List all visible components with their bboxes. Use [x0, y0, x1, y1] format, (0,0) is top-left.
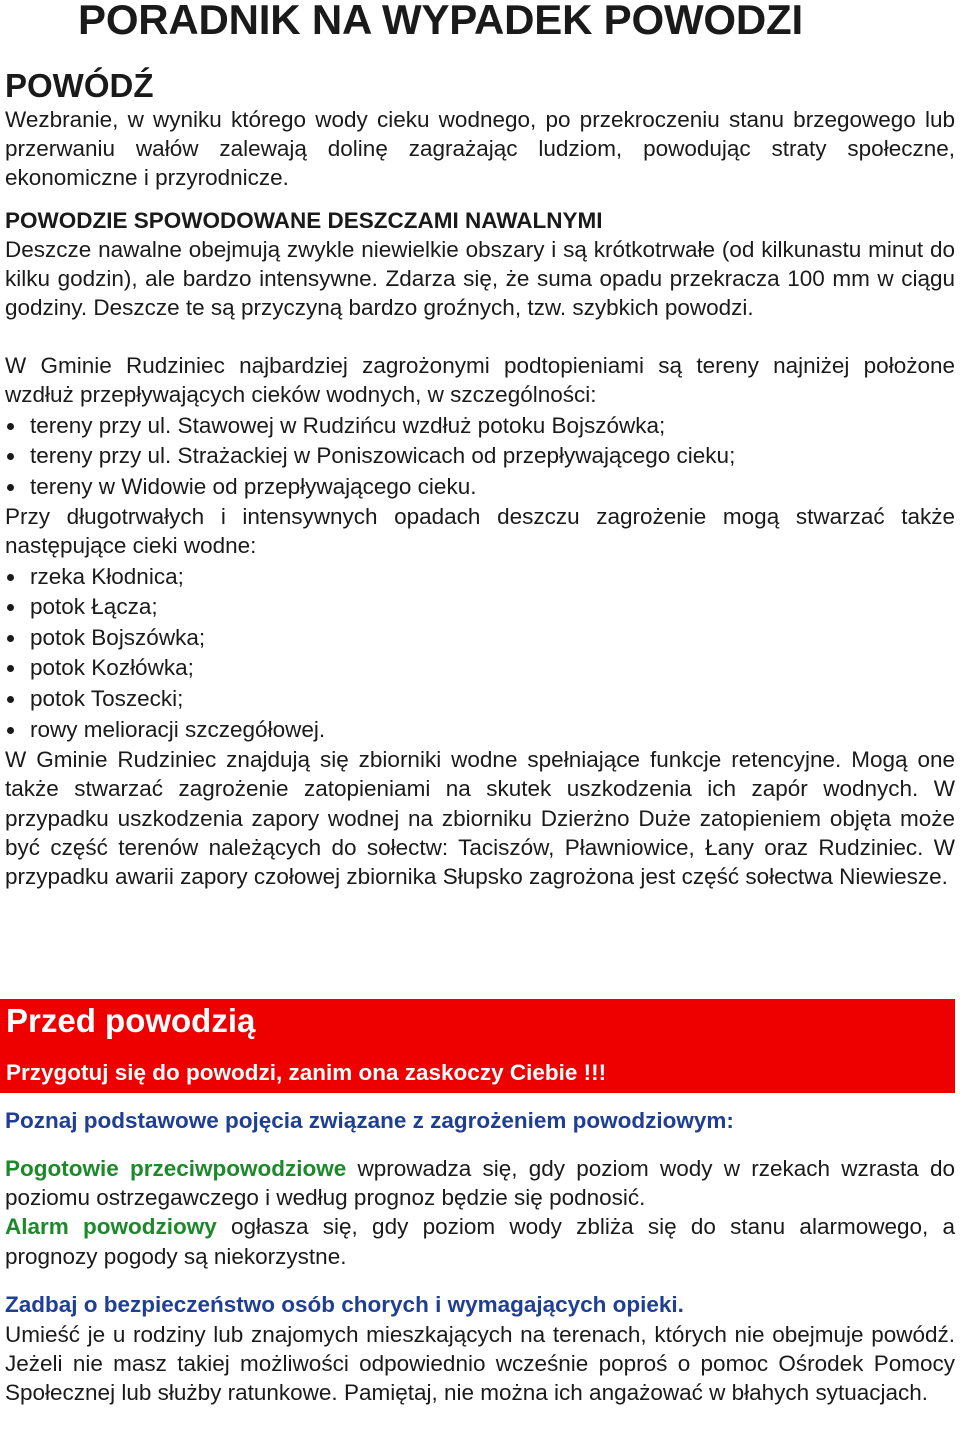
term-flood-alarm-label: Alarm powodziowy — [5, 1214, 217, 1240]
document-title: PORADNIK NA WYPADEK POWODZI — [78, 0, 803, 43]
list-item: rowy melioracji szczegółowej. — [5, 715, 955, 746]
list-item: potok Toszecki; — [5, 684, 955, 715]
threatened-areas-list — [5, 411, 955, 503]
concepts-heading: Poznaj podstawowe pojęcia związane z zagrożeniem powodziowym: — [5, 1108, 734, 1133]
list-item: potok Kozłówka; — [5, 653, 955, 684]
document-page — [5, 0, 955, 891]
rivers-list — [5, 562, 955, 746]
term-flood-alarm — [5, 1212, 955, 1270]
rivers-intro: Przy długotrwałych i intensywnych opadach deszczu zagrożenie mogą stwarzać także następujące cieki wodne: — [5, 504, 955, 559]
list-item: potok Łącza; — [5, 592, 955, 623]
term-flood-readiness-label: Pogotowie przeciwpowodziowe — [5, 1156, 347, 1181]
term-flood-alarm-text: ogłasza się, gdy poziom wody zbliża się do stanu alarmowego, a prognozy pogody są niekorzystne. — [5, 1214, 955, 1269]
torrential-rain-text: Deszcze nawalne obejmują zwykle niewielkie obszary i są krótkotrwałe (od kilkunastu minut do kilku godzin), ale bardzo intensywne. Zdarza się, że suma opadu przekracza 100 mm w ciągu godziny. Deszcze te są przyczyną bardzo groźnych, tzw. szybkich powodzi. — [5, 236, 955, 321]
list-item: potok Bojszówka; — [5, 623, 955, 654]
list-item: tereny w Widowie od przepływającego cieku. — [5, 472, 955, 503]
list-item: rzeka Kłodnica; — [5, 562, 955, 593]
banner-title: Przed powodzią — [6, 1002, 256, 1039]
spacer — [5, 1136, 955, 1154]
flood-definition: Wezbranie, w wyniku którego wody cieku wodnego, po przekroczeniu stanu brzegowego lub przerwaniu wałów zalewają dolinę zagrażając ludziom, powodując straty społeczne, ekonomiczne i przyrodnicze. — [5, 107, 955, 191]
list-item: tereny przy ul. Stawowej w Rudzińcu wzdłuż potoku Bojszówka; — [5, 411, 955, 442]
term-flood-readiness-text: wprowadza się, gdy poziom wody w rzekach wzrasta do poziomu ostrzegawczego i według prognoz będzie się podnosić. — [5, 1156, 955, 1211]
list-item: tereny przy ul. Strażackiej w Poniszowicach od przepływającego cieku; — [5, 441, 955, 472]
care-text: Umieść je u rodziny lub znajomych mieszkających na terenach, których nie obejmuje powódź. Jeżeli nie masz takiej możliwości odpowiednio wcześnie poproś o pomoc Ośrodek Pomocy Społecznej lub służby ratunkowe. Pamiętaj, nie można ich angażować w błahych sytuacjach. — [5, 1322, 955, 1406]
care-section — [5, 1290, 955, 1408]
care-heading: Zadbaj o bezpieczeństwo osób chorych i wymagających opieki. — [5, 1292, 684, 1317]
threatened-areas-intro: W Gminie Rudziniec najbardziej zagrożonymi podtopieniami są tereny najniżej położone wzdłuż przepływających cieków wodnych, w szczególności: — [5, 353, 955, 408]
section-heading-torrential-rain: POWODZIE SPOWODOWANE DESZCZAMI NAWALNYMI — [5, 207, 603, 233]
spacer — [5, 322, 955, 351]
reservoirs-text: W Gminie Rudziniec znajdują się zbiorniki wodne spełniające funkcje retencyjne. Mogą one także stwarzać zagrożenie zatopieniami na skutek uszkodzenia ich zapór wodnych. W przypadku uszkodzenia zapory wodnej na zbiorniku Dzierżno Duże zatopieniem objęta może być część terenów należących do sołectw: Taciszów, Pławniowice, Łany oraz Rudziniec. W przypadku awarii zapory czołowej zbiornika Słupsko zagrożona jest część sołectwa Niewiesze. — [5, 747, 955, 889]
term-flood-readiness — [5, 1154, 955, 1212]
section-heading-powodz: POWÓDŹ — [5, 67, 154, 104]
banner-subtitle: Przygotuj się do powodzi, zanim ona zaskoczy Ciebie !!! — [6, 1060, 607, 1085]
concepts-section — [5, 1106, 955, 1271]
